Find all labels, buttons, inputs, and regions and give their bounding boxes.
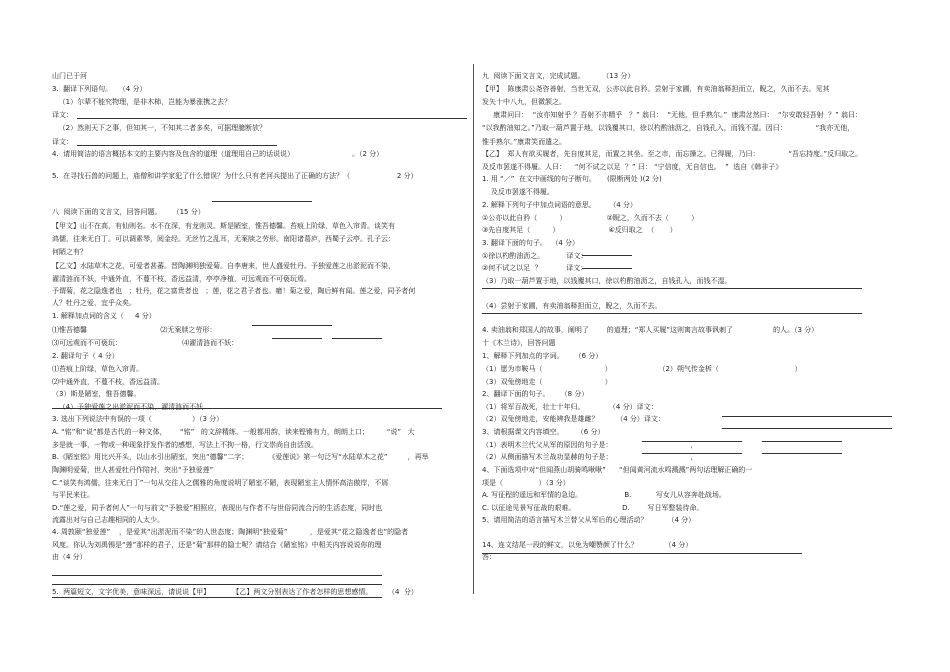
right-text-line: ①公亦以此自矜（ ） ②睨之，久而不去（ ） — [482, 214, 699, 222]
left-text-line: 4. 请用简洁的语言概括本文的主要内容及包含的道理（道理用自己的话说说） 。（2 分） — [52, 150, 384, 158]
right-text-line: “以我酌油知之。”乃取一葫芦置于地，以钱覆其口，徐以杓酌油沥之，自钱孔入，而钱不湿。因曰： “我亦无他， — [482, 124, 855, 132]
right-text-line: （1）表明木兰代父从军的原因的句子是： ， — [482, 441, 698, 449]
right-text-line: （1）将军百战死，壮士十年归。 （4 分）译文： — [482, 403, 658, 411]
answer-line[interactable] — [282, 325, 332, 326]
right-text-line: A. 写征程的遥远和军情的急迫。 B. 写女儿从容奔赴战场。 — [482, 491, 726, 499]
left-text-line: 多是就一事，一物或一种现象抒发作者的感想，写法上不拘一格，行文崇尚自由活泼。 — [52, 441, 318, 449]
left-text-line: 由（4 分） — [52, 553, 87, 561]
right-text-line: 4. 卖油翁和郑国人的故事，阐明了 的道理；“郑人买履”这则寓言故事讽刺了 的人。（3 分） — [482, 326, 819, 334]
right-text-line: 十《木兰诗》，回答问题 — [482, 339, 556, 347]
left-text-line: 何陋之有？ — [52, 248, 87, 256]
right-text-line: 九 阅读下面文言文，完成试题。 （13 分） — [482, 72, 635, 80]
left-text-line: 译文： — [52, 138, 73, 146]
left-text-line: ⑶可远观而不可亵玩： ⑷濯清涟而不妖： — [52, 339, 239, 347]
right-text-line: 1. 用 “／” 在文中画线的句子断句。 (限断两处 )(2 分) — [482, 175, 662, 183]
left-text-line: 5. 在寻找石兽的问题上，庙僧和讲学家犯了什么错误？为什么只有老河兵提出了正确的方法？（ 2 分） — [52, 172, 418, 180]
right-text-line: 14、连文结尾一段的鲜文，以免为嘲赞颜了什么？ （4 分） — [482, 541, 693, 549]
left-text-line: 5. 两篇短文，文字优美，意味深远，请说说【甲】 【乙】两文分别表达了作者怎样的思想感情。 （4 分） — [52, 588, 418, 596]
left-text-line: 【乙文】水陆草木之花，可爱者甚蕃。晋陶渊明独爱菊。自李唐来，世人盛爱牡丹。予独爱莲之出淤泥而不染， — [52, 262, 395, 270]
left-text-line: （1）尔辈不能究物理，是非木柿，岂能为暴涨携之去？ — [52, 98, 232, 106]
right-text-line: 发矢十中八九，但微颔之。 — [482, 98, 566, 106]
right-text-line: 2、翻译下面的句子。 （8 分） — [482, 390, 589, 398]
right-text-line: ①徐以杓酌油沥之。 译文： — [482, 252, 588, 260]
right-text-line: 惟手熟尔。”康肃笑而遣之。 — [482, 138, 567, 146]
right-text-line: 2. 解释下列句子中加点词语的意思。 （4 分） — [482, 201, 637, 209]
right-text-line: ②何不试之以足 ？ 译文： — [482, 264, 588, 272]
left-text-line: （4）予独爱莲之出淤泥而不染，濯清涟而不妖 — [52, 403, 204, 411]
answer-line[interactable] — [212, 201, 312, 202]
answer-line[interactable] — [52, 575, 382, 576]
left-text-line: （2）然则天下之事，但知其一，不知其二者多矣，可据理臆断欤？ — [52, 124, 267, 132]
right-text-line: 【乙】 郑人有欲买履者，先自度其足，而置之其坐。至之市，而忘操之。已得履，乃曰： “吾忘持度。”反归取之。 — [482, 150, 863, 158]
right-text-line: 答： — [482, 553, 496, 561]
right-text-line: （2）双兔傍地走，安能辨我是雄雌？ （4 分）译文： — [482, 415, 665, 423]
left-text-line: A. “铭”和“说”都是古代的一种文体， “铭” 的文辞精练，一般都用韵，读来铿锵有力，朗朗上口； “说” 大 — [52, 428, 415, 436]
answer-line[interactable] — [52, 584, 382, 585]
answer-line[interactable] — [722, 428, 892, 429]
right-text-line: （1）愿为市鞍马（ ） （2）朔气传金柝（ ） — [482, 365, 802, 373]
left-text-line: 濯清涟而不妖，中通外直，不蔓不枝，香远益清，亭亭净植，可远观而不可亵玩焉。 — [52, 275, 311, 283]
right-text-line: （4）尝射于家圃，有卖油翁释担而立，睨之，久而不去。 — [482, 302, 662, 310]
left-text-line: 与平民来往。 — [52, 491, 94, 499]
right-text-line: 康肃问曰： “汝亦知射乎 ？吾射不亦精乎 ？” 翁曰： “无他，但手熟尔。” 康肃忿然曰： “尔安敢轻吾射 ？” 翁曰： — [482, 111, 862, 119]
left-text-line: 4. 周敦颐“独爱莲” ，是爱其“出淤泥而不染”的人世态度；陶渊明“独爱菊” ，是爱其“花之隐逸者也”的隐者 — [52, 528, 409, 536]
right-text-line: 4、下面选项中对“但闻燕山胡骑鸣啾啾” “但闻黄河流水鸣溅溅”两句话理解正确的一 — [482, 466, 753, 474]
left-text-line: ⑴惟吾德馨 ⑵无案牍之劳形： — [52, 326, 217, 334]
left-column — [52, 0, 467, 672]
left-text-line: D.“莲之爱，同予者何人”一句与前文“予独爱”相照应，表现出与作者不与世俗同流合污的生活态度，同时也 — [52, 504, 383, 512]
right-text-line: ③先自度其足（ ） ④反归取之 （ ） — [482, 226, 677, 234]
left-text-line: 【甲文】山不在高，有仙则名。水不在深，有龙则灵。斯是陋室，惟吾德馨。苔痕上阶绿，草色入帘青。谈笑有 — [52, 222, 395, 230]
right-text-line: 及反市罢遂不得履。 — [482, 188, 554, 196]
right-column — [482, 0, 897, 672]
left-text-line: 3. 选出下列说法中有误的一项（ ）（3 分） — [52, 415, 224, 423]
left-text-line: 山门已于河 — [52, 72, 87, 80]
left-text-line: B.《陋室铭》用比兴开头，以山水引出陋室，突出“德馨”二字； 《爱莲说》第一句泛写“水陆草木之花” ，再举 — [52, 453, 429, 461]
right-text-line: （3）乃取一葫芦置于地，以钱覆其口，徐以杓酌油沥之，自钱孔入，而钱不湿。 — [482, 277, 732, 285]
left-text-line: ⑵中通外直，不蔓不枝，香远益清。 — [52, 378, 164, 386]
left-text-line: 3. 翻译下列语句。 （4 分） — [52, 85, 147, 93]
answer-line[interactable] — [642, 441, 742, 442]
answer-line[interactable] — [52, 408, 442, 409]
answer-line[interactable] — [52, 597, 382, 598]
left-text-line: （3）斯是陋室，惟吾德馨。 — [52, 390, 141, 398]
left-text-line: ⑴苔痕上阶绿，草色入帘青。 — [52, 365, 143, 373]
answer-line[interactable] — [272, 338, 322, 339]
right-text-line: 【甲】 陈康肃公尧咨善射，当世无双，公亦以此自矜。尝射于家圃，有卖油翁释担而立，睨之，久而不去。见其 — [482, 85, 830, 93]
answer-line[interactable] — [582, 255, 632, 256]
answer-line[interactable] — [482, 553, 802, 554]
left-text-line: 译文： — [52, 111, 73, 119]
left-text-line: 风度。你认为刘禹锡是“莲”那样的君子，还是“菊”那样的隐士呢？请结合《陋室铭》中相关内容说说你的理 — [52, 541, 382, 549]
answer-line[interactable] — [722, 416, 892, 417]
answer-line[interactable] — [332, 338, 382, 339]
right-text-line: 3. 翻译下面的句子。 （4 分） — [482, 239, 580, 247]
left-text-line: 人？牡丹之爱，宜乎众矣。 — [52, 299, 136, 307]
answer-line[interactable] — [762, 453, 842, 454]
right-text-line: 项是（ ）（3 分） — [482, 479, 570, 487]
answer-line[interactable] — [642, 453, 742, 454]
answer-line[interactable] — [482, 288, 862, 289]
right-text-line: 5、请用简洁的语言描写木兰替父从军后的心理活动？ （4 分） — [482, 516, 696, 524]
left-text-line: 陶渊明爱菊，世人甚爱牡丹作陪衬，突出“予独爱莲” — [52, 466, 214, 474]
right-text-line: 3、请根据课文内容填空。 （6 分） — [482, 428, 605, 436]
left-text-line: 鸿儒，往来无白丁。可以调素琴，阅金经。无丝竹之乱耳，无案牍之劳形。南阳诸葛庐，西蜀子云亭。孔子云： — [52, 235, 395, 243]
left-text-line: 予谓菊，花之隐逸者也 ；牡丹，花之富贵者也 ；莲，花之君子者也。噫！菊之爱，陶后鲜有闻。莲之爱，同予者何 — [52, 287, 416, 295]
left-text-line: 八 阅读下面的文言文，回答问题。 （15 分） — [52, 208, 205, 216]
right-text-line: 及反市罢遂不得履。人曰： “何不试之以足 ？” 曰： “宁信度，无自信也。 ” 选自《韩非子》 — [482, 163, 783, 171]
right-text-line: C. 以征途见景写征战的艰难。 D. 写日军整装待命。 — [482, 504, 704, 512]
left-text-line: 流露出对与自己志趣相同的人太少。 — [52, 516, 164, 524]
answer-line[interactable] — [762, 441, 842, 442]
right-text-line: （2）从侧面描写木兰战功显赫的句子是： ， — [482, 453, 698, 461]
answer-line[interactable] — [77, 118, 467, 119]
answer-line[interactable] — [482, 313, 862, 314]
left-text-line: 2. 翻译句子（ 4 分） — [52, 352, 119, 360]
left-text-line: 1. 解释加点词的含义（ 4 分） — [52, 312, 156, 320]
answer-line[interactable] — [77, 145, 277, 146]
answer-line[interactable] — [582, 268, 632, 269]
column-divider — [473, 64, 474, 594]
right-text-line: 1、解释下列加点的字词。 （6 分） — [482, 352, 603, 360]
right-text-line: （3）双兔傍地走（ ） — [482, 378, 612, 386]
left-text-line: C.“谈笑有鸿儒，往来无白丁”一句从交往人之儒雅的角度说明了陋室不陋，表现陋室主人情怀高洁傲岸，不屑 — [52, 479, 389, 487]
